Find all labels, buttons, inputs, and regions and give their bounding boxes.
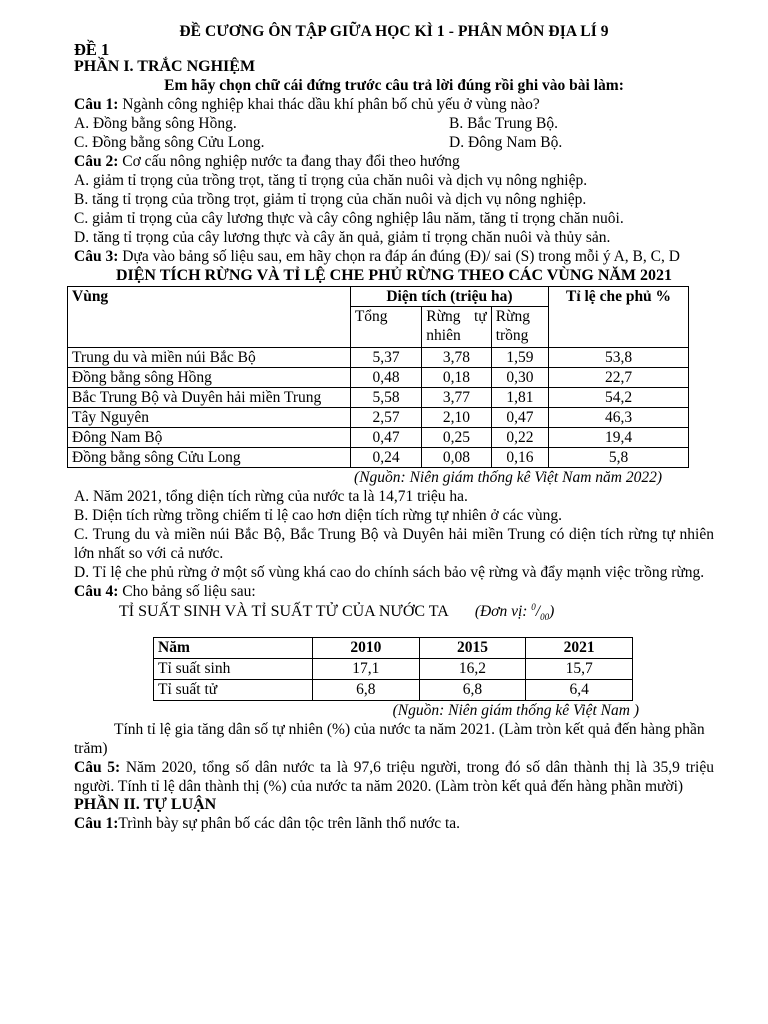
rate-name-cell: Tỉ suất sinh	[154, 659, 313, 680]
cover-cell: 19,4	[549, 428, 689, 448]
question-5	[74, 758, 714, 796]
question-3-option-a: A. Năm 2021, tổng diện tích rừng của nước ta là 14,71 triệu ha.	[74, 488, 468, 505]
question-3-label: Câu 3:	[74, 248, 119, 265]
forest-table-row	[68, 428, 689, 448]
natural-cell: 0,25	[422, 428, 491, 448]
part-1-heading: PHẦN I. TRẮC NGHIỆM	[74, 58, 256, 75]
question-4-task: Tính tỉ lệ gia tăng dân số tự nhiên (%) của nước ta năm 2021. (Làm tròn kết quả đến hàng phần trăm)	[74, 721, 705, 757]
total-cell: 0,48	[350, 368, 421, 388]
header-2015: 2015	[419, 638, 526, 659]
question-3-text: Dựa vào bảng số liệu sau, em hãy chọn ra đáp án đúng (Đ)/ sai (S) trong mỗi ý A, B, C, D	[118, 248, 680, 265]
header-total: Tổng	[350, 307, 421, 348]
cover-cell: 5,8	[549, 448, 689, 468]
question-1-options-row-2	[74, 133, 714, 152]
forest-table-row	[68, 368, 689, 388]
forest-table-source: (Nguồn: Niên giám thống kê Việt Nam năm 2022)	[354, 469, 662, 486]
question-5-text: Năm 2020, tổng số dân nước ta là 97,6 triệu người, trong đó số dân thành thị là 35,9 triệu người. Tính tỉ lệ dân thành thị (%) của nước ta năm 2020. (Làm tròn kết quả đến hàng phần mười)	[74, 759, 714, 795]
header-2010: 2010	[313, 638, 420, 659]
cover-cell: 53,8	[549, 348, 689, 368]
rate-2015-cell: 6,8	[419, 680, 526, 701]
cover-cell: 46,3	[549, 408, 689, 428]
document-title: ĐỀ CƯƠNG ÔN TẬP GIỮA HỌC KÌ 1 - PHÂN MÔN ĐỊA LÍ 9	[179, 23, 609, 40]
document-page	[74, 22, 714, 833]
region-cell: Trung du và miền núi Bắc Bộ	[68, 348, 351, 368]
question-1-options-row-1	[74, 114, 714, 133]
planted-cell: 0,30	[491, 368, 548, 388]
question-1-text: Ngành công nghiệp khai thác dầu khí phân bố chủ yếu ở vùng nào?	[118, 96, 540, 113]
rate-2010-cell: 17,1	[313, 659, 420, 680]
essay-question-1	[74, 814, 714, 833]
question-3-option-d: D. Tỉ lệ che phủ rừng ở một số vùng khá cao do chính sách bảo vệ rừng và đẩy mạnh việc trồng rừng.	[74, 564, 705, 581]
header-region: Vùng	[68, 287, 351, 348]
birth-death-table-title: TỈ SUẤT SINH VÀ TỈ SUẤT TỬ CỦA NƯỚC TA	[119, 603, 449, 620]
question-2-option-a: A. giảm tỉ trọng của trồng trọt, tăng tỉ trọng của chăn nuôi và dịch vụ nông nghiệp.	[74, 172, 588, 189]
header-natural: Rừng tự nhiên	[422, 307, 491, 348]
question-1-option-c: C. Đồng bằng sông Cửu Long.	[74, 134, 265, 151]
natural-cell: 0,08	[422, 448, 491, 468]
question-1	[74, 95, 714, 114]
region-cell: Tây Nguyên	[68, 408, 351, 428]
header-2021: 2021	[526, 638, 633, 659]
forest-table-row	[68, 348, 689, 368]
region-cell: Đồng bằng sông Cửu Long	[68, 448, 351, 468]
rate-2010-cell: 6,8	[313, 680, 420, 701]
total-cell: 5,58	[350, 388, 421, 408]
rate-2021-cell: 15,7	[526, 659, 633, 680]
essay-question-1-label: Câu 1:	[74, 815, 119, 832]
question-2-label: Câu 2:	[74, 153, 119, 170]
essay-question-1-text: Trình bày sự phân bố các dân tộc trên lãnh thổ nước ta.	[118, 815, 461, 832]
part-2-heading: PHẦN II. TỰ LUẬN	[74, 796, 217, 813]
question-3-option-c: C. Trung du và miền núi Bắc Bộ, Bắc Trung Bộ và Duyên hải miền Trung có diện tích rừng tự nhiên lớn nhất so với cả nước.	[74, 526, 714, 562]
rate-2021-cell: 6,4	[526, 680, 633, 701]
question-2-option-c: C. giảm tỉ trọng của cây lương thực và cây công nghiệp lâu năm, tăng tỉ trọng chăn nuôi.	[74, 210, 624, 227]
natural-cell: 3,77	[422, 388, 491, 408]
question-3	[74, 247, 714, 266]
birth-death-table	[153, 637, 633, 701]
question-3-option-b: B. Diện tích rừng trồng chiếm tỉ lệ cao hơn diện tích rừng tự nhiên ở các vùng.	[74, 507, 562, 524]
total-cell: 0,24	[350, 448, 421, 468]
planted-cell: 0,22	[491, 428, 548, 448]
region-cell: Bắc Trung Bộ và Duyên hải miền Trung	[68, 388, 351, 408]
forest-table-row	[68, 448, 689, 468]
total-cell: 2,57	[350, 408, 421, 428]
question-2-option-d: D. tăng tỉ trọng của cây lương thực và cây ăn quả, giảm tỉ trọng chăn nuôi và thủy sản.	[74, 229, 611, 246]
exam-number-heading: ĐỀ 1	[74, 40, 110, 59]
planted-cell: 0,47	[491, 408, 548, 428]
cover-cell: 22,7	[549, 368, 689, 388]
total-cell: 0,47	[350, 428, 421, 448]
header-area: Diện tích (triệu ha)	[350, 287, 548, 307]
question-5-label: Câu 5:	[74, 759, 121, 776]
rate-2015-cell: 16,2	[419, 659, 526, 680]
planted-cell: 1,81	[491, 388, 548, 408]
forest-table-row	[68, 408, 689, 428]
question-1-label: Câu 1:	[74, 96, 119, 113]
forest-area-table	[67, 286, 689, 468]
region-cell: Đông Nam Bộ	[68, 428, 351, 448]
instruction-text: Em hãy chọn chữ cái đứng trước câu trả lời đúng rồi ghi vào bài làm:	[164, 77, 624, 94]
rate-name-cell: Tỉ suất tử	[154, 680, 313, 701]
birth-death-table-row	[154, 680, 633, 701]
question-2	[74, 152, 714, 171]
header-year: Năm	[154, 638, 313, 659]
header-planted: Rừng trồng	[491, 307, 548, 348]
birth-death-table-title-row	[119, 602, 714, 621]
question-1-option-d: D. Đông Nam Bộ.	[449, 134, 563, 151]
birth-death-table-row	[154, 659, 633, 680]
question-1-option-b: B. Bắc Trung Bộ.	[449, 115, 558, 132]
forest-table-body	[68, 348, 689, 468]
natural-cell: 3,78	[422, 348, 491, 368]
planted-cell: 0,16	[491, 448, 548, 468]
header-cover: Tỉ lệ che phủ %	[549, 287, 689, 348]
birth-death-table-body	[154, 659, 633, 701]
planted-cell: 1,59	[491, 348, 548, 368]
question-2-option-b: B. tăng tỉ trọng của trồng trọt, giảm tỉ trọng của chăn nuôi và dịch vụ nông nghiệp.	[74, 191, 587, 208]
birth-death-table-source: (Nguồn: Niên giám thống kê Việt Nam )	[392, 702, 639, 719]
region-cell: Đồng bằng sông Hồng	[68, 368, 351, 388]
cover-cell: 54,2	[549, 388, 689, 408]
birth-death-table-unit: (Đơn vị: $^0/_{00}$)	[474, 601, 555, 623]
forest-table-title: DIỆN TÍCH RỪNG VÀ TỈ LỆ CHE PHỦ RỪNG THEO CÁC VÙNG NĂM 2021	[115, 267, 673, 284]
natural-cell: 2,10	[422, 408, 491, 428]
natural-cell: 0,18	[422, 368, 491, 388]
forest-table-row	[68, 388, 689, 408]
question-4-text: Cho bảng số liệu sau:	[118, 583, 256, 600]
question-1-option-a: A. Đồng bằng sông Hồng.	[74, 115, 237, 132]
question-4	[74, 582, 714, 601]
total-cell: 5,37	[350, 348, 421, 368]
question-4-label: Câu 4:	[74, 583, 119, 600]
question-2-text: Cơ cấu nông nghiệp nước ta đang thay đổi theo hướng	[118, 153, 460, 170]
